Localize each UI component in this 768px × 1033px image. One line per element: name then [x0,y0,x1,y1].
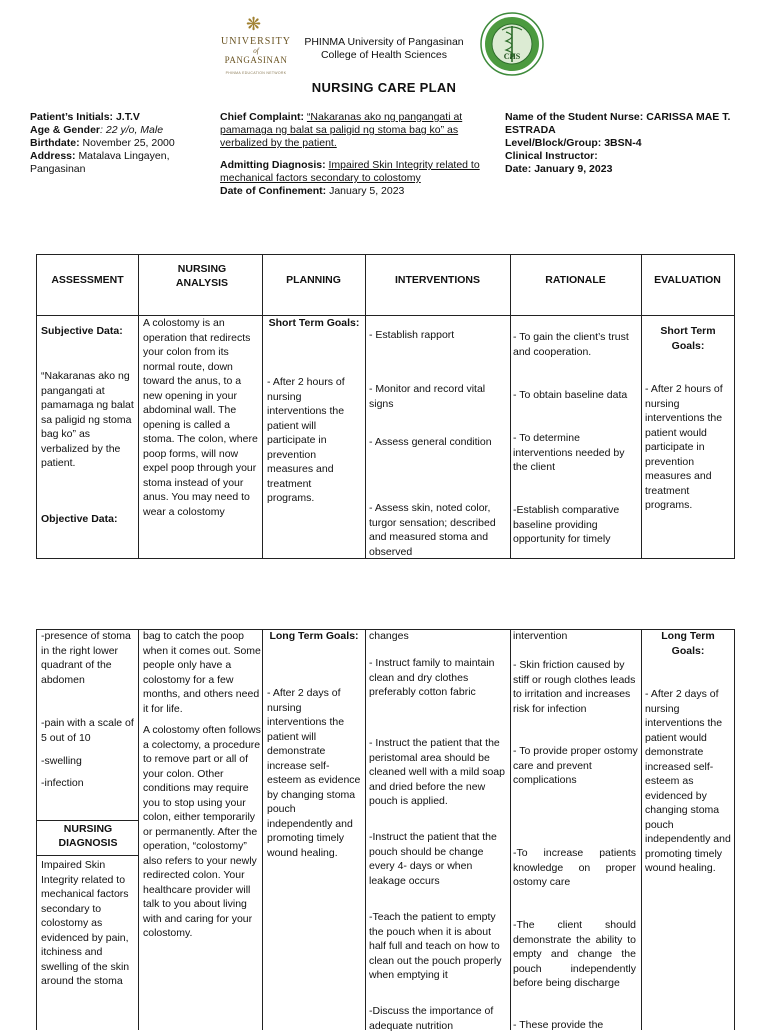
rationale-item: - Skin friction caused by stiff or rough clothes leads to irritation and increases risk for infection [513,659,636,715]
chief-complaint-value: “Nakaranas ako ng pangangati at pamamaga ng balat sa paligid ng stoma bag ko” as verbalized by the patient. [220,111,463,149]
planning-short-term-text: - After 2 hours of nursing interventions the patient will participate in prevention measures and treatment programs. [267,376,345,504]
intervention-item: -Instruct the patient that the pouch should be change every 4- days or when leakage occurs [369,831,497,887]
college-heading [298,36,470,62]
level-value: 3BSN-4 [604,137,642,149]
birthdate-label: Birthdate: [30,137,80,149]
rationale-item: - These provide the [513,1019,604,1031]
analysis-text: A colostomy often follows a colectomy, a procedure to remove part or all of your colon. Other conditions may require you to stop using your colon, either temporarily or permanently. After the operation, “colostomy” also refers to your newly redirected colon. Your healthcare provider will talk to you about living with and caring for your colostomy. [143,724,261,939]
intervention-item: changes [369,630,409,642]
address-label: Address: [30,150,76,162]
rationale-item: intervention [513,630,568,642]
header-nursing-analysis: NURSING ANALYSIS [175,263,229,289]
planning-short-term-title: Short Term Goals: [268,317,360,329]
intervention-item: - Assess general condition [369,436,492,448]
objective-label: Objective Data: [41,513,118,525]
intervention-item: -Discuss the importance of adequate nutrition [369,1005,494,1032]
analysis-text: A colostomy is an operation that redirects your colon from its normal route, down toward the anus, to a new opening in your abdominal wall. The opening is called a stoma. The colon, where poop forms, will now expel poop through your stoma instead of your anus. You may need to wear a colostomy [143,317,258,518]
evaluation-long-term-title: Long Term Goals: [661,630,715,657]
college-line-2: College of Health Sciences [320,49,448,61]
logo-crest-icon: ❋ [246,14,262,34]
university-logo [220,14,292,80]
initials-label: Patient’s Initials: [30,111,114,123]
header-planning: PLANNING [286,274,341,286]
assessment-item: -swelling [41,755,82,767]
rationale-item: -The client should demonstrate the ability to empty and change the pouch independently before being discharge [513,919,636,989]
admitting-diagnosis-label: Admitting Diagnosis: [220,159,326,171]
birthdate-value: November 25, 2000 [82,137,175,149]
intervention-item: - Instruct family to maintain clean and dry clothes preferably cotton fabric [369,657,495,698]
date-label: Date: [505,163,532,175]
evaluation-long-term-text: - After 2 days of nursing interventions the patient would demonstrate increased self-esteem as evidenced by changing stoma pouch independently and promoting timely wound healing. [645,688,731,874]
header-evaluation: EVALUATION [654,274,721,286]
intervention-item: -Teach the patient to empty the pouch when it is about half full and teach on how to clean out the pouch properly when emptying it [369,911,502,981]
student-value: CARISSA MAE T. ESTRADA [505,111,731,136]
intervention-item: - Instruct the patient that the peristomal area should be cleaned well with a mild soap and dried before the new pouch is applied. [369,737,505,807]
date-value: January 9, 2023 [534,163,613,175]
planning-long-term-text: - After 2 days of nursing interventions the patient will demonstrate increase self-esteem as evidence by changing stoma pouch independently and promoting timely wound healing. [267,687,361,859]
admitting-diagnosis-value: Impaired Skin Integrity related to mechanical factors secondary to colostomy [220,159,480,184]
intervention-item: - Establish rapport [369,329,455,341]
rationale-item: - To provide proper ostomy care and prevent complications [513,745,638,786]
chief-complaint-label: Chief Complaint: [220,111,304,123]
patient-info [30,111,210,176]
assessment-item: -pain with a scale of 5 out of 10 [41,717,134,744]
evaluation-short-term-title: Short Term Goals: [660,325,716,352]
initials-value: J.T.V [115,111,140,123]
evaluation-short-term-text: - After 2 hours of nursing interventions the patient would participate in prevention measures and treatment programs. [645,383,723,511]
rationale-item: -To increase patients knowledge on proper ostomy care [513,847,636,888]
header-assessment: ASSESSMENT [51,274,124,286]
confinement-value: January 5, 2023 [329,185,405,197]
logo-text-university: UNIVERSITY [221,36,291,47]
logo-text-pangasinan: PANGASINAN [224,55,288,65]
rationale-item: - To obtain baseline data [513,389,628,401]
analysis-text: bag to catch the poop when it comes out. Some people only have a colostomy for a few months, and others need it for life. [143,630,261,715]
student-label: Name of the Student Nurse: [505,111,644,123]
logo-tagline: PHINMA EDUCATION NETWORK [225,71,287,75]
address-value: Matalava Lingayen, Pangasinan [30,150,170,175]
header-interventions: INTERVENTIONS [395,274,480,286]
student-info [505,111,755,176]
logo-text-of: of [253,47,259,55]
intervention-item: - Assess skin, noted color, turgor sensation; described and measured stoma and observed [369,502,496,557]
level-label: Level/Block/Group: [505,137,602,149]
care-plan-table-2 [36,629,735,1030]
rationale-item: - To gain the client’s trust and cooperation. [513,331,629,358]
header-rationale: RATIONALE [545,274,606,286]
planning-long-term-title: Long Term Goals: [269,630,359,642]
nursing-diagnosis-text: Impaired Skin Integrity related to mechanical factors secondary to colostomy as evidenced by pain, itchiness and swelling of the skin around the stoma [41,859,130,987]
assessment-item: -presence of stoma in the right lower quadrant of the abdomen [41,630,131,686]
chs-seal [480,12,544,76]
intervention-item: - Monitor and record vital signs [369,383,486,410]
age-label: Age & Gender [30,124,101,136]
college-line-1: PHINMA University of Pangasinan [304,36,464,48]
care-plan-table-1 [36,254,735,559]
assessment-item: -infection [41,777,84,789]
rationale-item: -Establish comparative baseline providing opportunity for timely [513,504,620,545]
age-value: : 22 y/o, Male [100,124,164,136]
instructor-label: Clinical Instructor: [505,150,598,162]
complaint-info [220,111,485,198]
subjective-label: Subjective Data: [41,325,123,337]
nursing-diagnosis-title: NURSING DIAGNOSIS [58,823,118,849]
seal-text: CHS [503,52,521,61]
confinement-label: Date of Confinement: [220,185,327,197]
page-title: NURSING CARE PLAN [311,80,457,95]
seal-icon [480,12,544,76]
subjective-text: “Nakaranas ako ng pangangati at pamamaga ng balat sa paligid ng stoma bag ko” as verbalized by the patient. [41,370,134,469]
rationale-item: - To determine interventions needed by the client [513,432,625,473]
